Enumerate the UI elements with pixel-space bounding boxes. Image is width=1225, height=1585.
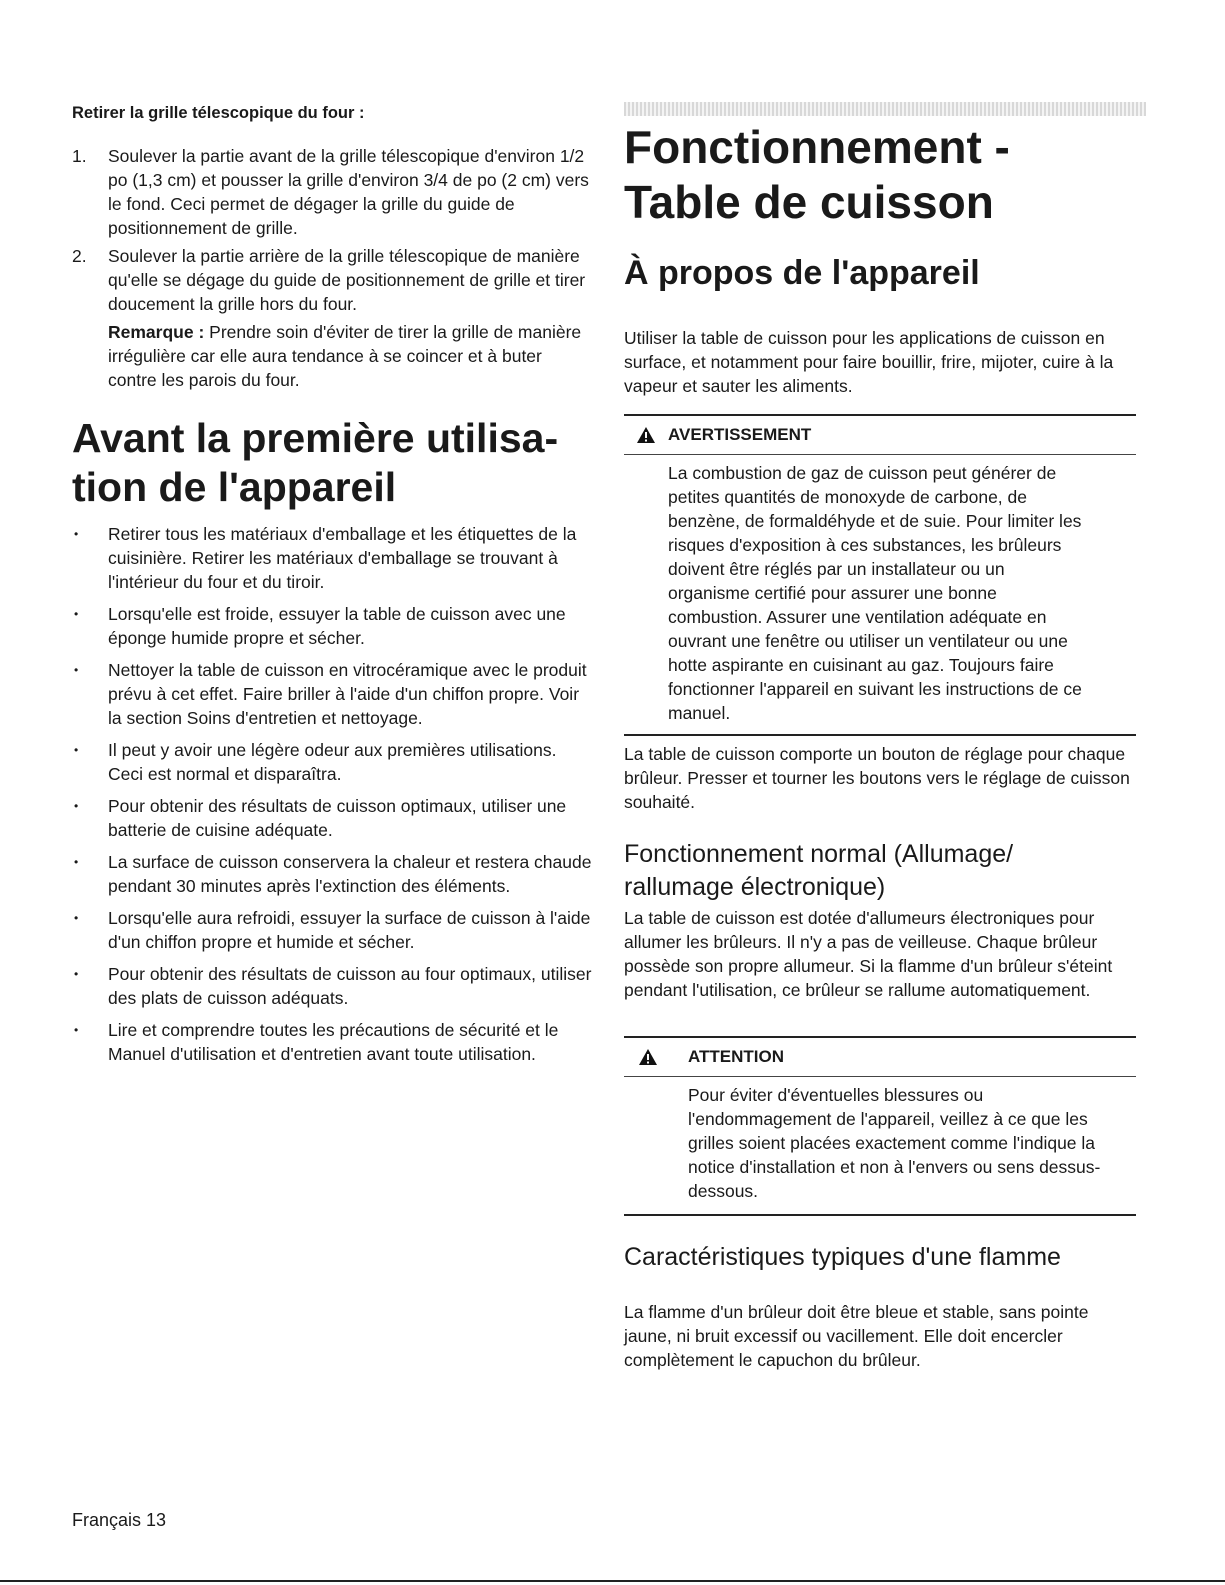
flame-heading: Caractéristiques typiques d'une flamme (624, 1243, 1061, 1271)
first-use-bullets (72, 522, 592, 1074)
page-title: Fonctionnement - Table de cuisson (624, 121, 1010, 228)
warning-triangle-icon (636, 426, 656, 444)
warning-header (624, 416, 1136, 455)
note-text: Prendre soin d'éviter de tirer la grille de manière irrégulière car elle aura tendance à se coincer et à buter contre les parois du four. (108, 322, 582, 390)
warning-triangle-icon (638, 1048, 658, 1066)
step-text: Soulever la partie arrière de la grille télescopique de manière qu'elle se dégage du guide de positionnement de grille et tirer doucement la grille hors du four. (108, 246, 586, 314)
about-text: Utiliser la table de cuisson pour les applications de cuisson en surface, et notamment pour faire bouillir, frire, mijoter, cuire à la vapeur et sauter les aliments. (624, 328, 1114, 396)
list-item: • Lorsqu'elle aura refroidi, essuyer la surface de cuisson à l'aide d'un chiffon propre et humide et sécher. (72, 906, 592, 954)
warning-box (624, 414, 1136, 736)
step-number: 1. (72, 146, 87, 166)
bottom-rule (0, 1580, 1225, 1582)
list-item (72, 244, 592, 316)
list-item: • Lorsqu'elle est froide, essuyer la table de cuisson avec une éponge humide propre et sécher. (72, 602, 592, 650)
list-item: • Pour obtenir des résultats de cuisson optimaux, utiliser une batterie de cuisine adéquate. (72, 794, 592, 842)
remove-rack-title: Retirer la grille télescopique du four : (72, 104, 365, 122)
attention-label: ATTENTION (688, 1047, 785, 1066)
normal-operation-text: La table de cuisson est dotée d'allumeurs électroniques pour allumer les brûleurs. Il n'y a pas de veilleuse. Chaque brûleur possède son propre allumeur. Si la flamme d'un brûleur s'éteint pendant l'utilisation, ce brûleur se rallume automatiquement. (624, 908, 1113, 1000)
attention-box (624, 1036, 1136, 1216)
attention-text: Pour éviter d'éventuelles blessures ou l'endommagement de l'appareil, veillez à ce que les grilles soient placées exactement comme l'indique la notice d'installation et non à l'envers ou sens dessus-dessous. (688, 1085, 1101, 1201)
attention-header (624, 1038, 1136, 1077)
about-heading: À propos de l'appareil (624, 254, 980, 292)
list-item (72, 144, 592, 240)
note (72, 320, 592, 392)
warning-label: AVERTISSEMENT (668, 425, 812, 444)
step-text: Soulever la partie avant de la grille télescopique d'environ 1/2 po (1,3 cm) et pousser la grille d'environ 3/4 de po (2 cm) vers le fond. Ceci permet de dégager la grille du guide de positionnement de grille. (108, 146, 589, 238)
list-item: • Nettoyer la table de cuisson en vitrocéramique avec le produit prévu à cet effet. Faire briller à l'aide d'un chiffon propre. Voir la section Soins d'entretien et nettoyage. (72, 658, 592, 730)
section-header-bar (624, 102, 1146, 116)
normal-operation-heading: Fonctionnement normal (Allumage/ rallumage électronique) (624, 840, 1014, 901)
knob-text: La table de cuisson comporte un bouton de réglage pour chaque brûleur. Presser et tourner les boutons vers le réglage de cuisson souhaité. (624, 744, 1130, 812)
page-footer: Français 13 (72, 1510, 167, 1530)
list-item: • Lire et comprendre toutes les précautions de sécurité et le Manuel d'utilisation et d'entretien avant toute utilisation. (72, 1018, 592, 1066)
list-item: • La surface de cuisson conservera la chaleur et restera chaude pendant 30 minutes après l'extinction des éléments. (72, 850, 592, 898)
list-item: • Il peut y avoir une légère odeur aux premières utilisations. Ceci est normal et disparaîtra. (72, 738, 592, 786)
step-number: 2. (72, 246, 87, 266)
note-label: Remarque : (108, 322, 205, 342)
list-item: • Pour obtenir des résultats de cuisson au four optimaux, utiliser des plats de cuisson adéquats. (72, 962, 592, 1010)
remove-rack-steps (72, 144, 592, 392)
warning-text: La combustion de gaz de cuisson peut générer de petites quantités de monoxyde de carbone, de benzène, de formaldéhyde et de suie. Pour limiter les risques d'exposition à ces substances, les brûleurs doivent être réglés par un installateur ou un organisme certifié pour assurer une bonne combustion. Assurer une ventilation adéquate en ouvrant une fenêtre ou utiliser un ventilateur ou une hotte aspirante en cuisinant au gaz. Toujours faire fonctionner l'appareil en suivant les instructions de ce manuel. (668, 463, 1082, 723)
first-use-heading: Avant la première utilisa- tion de l'appareil (72, 415, 559, 510)
list-item: • Retirer tous les matériaux d'emballage et les étiquettes de la cuisinière. Retirer les matériaux d'emballage se trouvant à l'intérieur du four et du tiroir. (72, 522, 592, 594)
flame-text: La flamme d'un brûleur doit être bleue et stable, sans pointe jaune, ni bruit excessif ou vacillement. Elle doit encercler complètement le capuchon du brûleur. (624, 1302, 1089, 1370)
